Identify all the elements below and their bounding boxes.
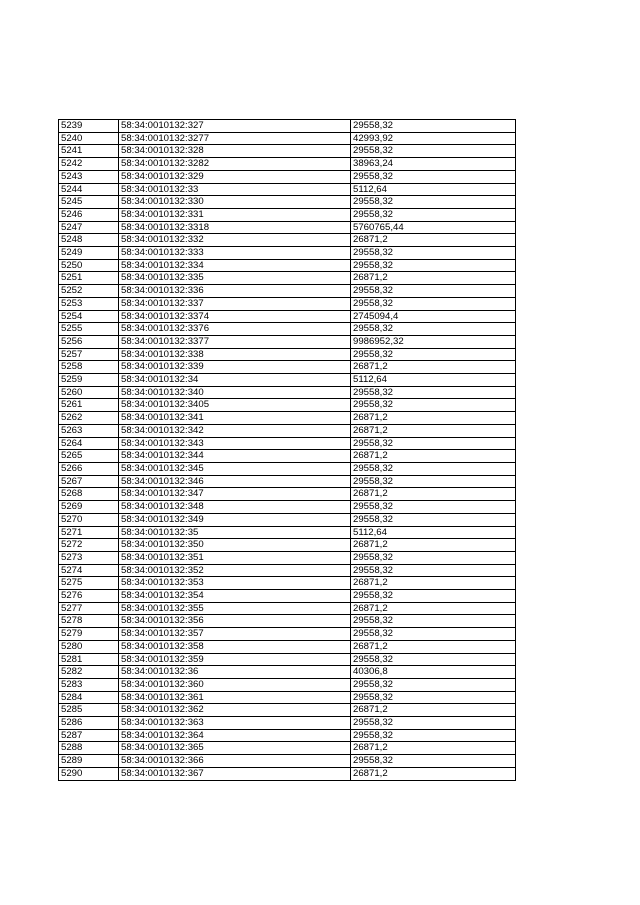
row-number-cell: 5257 bbox=[59, 348, 119, 361]
table-body bbox=[59, 120, 516, 781]
table-row bbox=[59, 196, 516, 209]
row-number-cell: 5244 bbox=[59, 183, 119, 196]
data-table bbox=[58, 119, 516, 781]
table-row bbox=[59, 120, 516, 133]
row-number-cell: 5271 bbox=[59, 526, 119, 539]
value-cell: 26871,2 bbox=[351, 424, 516, 437]
cadastral-number-cell: 58:34:0010132:33 bbox=[119, 183, 351, 196]
row-number-cell: 5258 bbox=[59, 361, 119, 374]
cadastral-number-cell: 58:34:0010132:347 bbox=[119, 488, 351, 501]
row-number-cell: 5241 bbox=[59, 145, 119, 158]
table-row bbox=[59, 361, 516, 374]
row-number-cell: 5289 bbox=[59, 755, 119, 768]
value-cell: 29558,32 bbox=[351, 170, 516, 183]
value-cell: 29558,32 bbox=[351, 462, 516, 475]
cadastral-number-cell: 58:34:0010132:357 bbox=[119, 628, 351, 641]
row-number-cell: 5256 bbox=[59, 335, 119, 348]
row-number-cell: 5287 bbox=[59, 729, 119, 742]
table-row bbox=[59, 717, 516, 730]
cadastral-number-cell: 58:34:0010132:356 bbox=[119, 615, 351, 628]
value-cell: 26871,2 bbox=[351, 602, 516, 615]
cadastral-number-cell: 58:34:0010132:332 bbox=[119, 234, 351, 247]
row-number-cell: 5286 bbox=[59, 717, 119, 730]
value-cell: 29558,32 bbox=[351, 755, 516, 768]
row-number-cell: 5284 bbox=[59, 691, 119, 704]
cadastral-number-cell: 58:34:0010132:364 bbox=[119, 729, 351, 742]
cadastral-number-cell: 58:34:0010132:345 bbox=[119, 462, 351, 475]
row-number-cell: 5261 bbox=[59, 399, 119, 412]
cadastral-number-cell: 58:34:0010132:342 bbox=[119, 424, 351, 437]
cadastral-number-cell: 58:34:0010132:348 bbox=[119, 501, 351, 514]
table-row bbox=[59, 424, 516, 437]
cadastral-number-cell: 58:34:0010132:328 bbox=[119, 145, 351, 158]
value-cell: 5112,64 bbox=[351, 183, 516, 196]
table-row bbox=[59, 462, 516, 475]
row-number-cell: 5273 bbox=[59, 551, 119, 564]
row-number-cell: 5262 bbox=[59, 412, 119, 425]
table-row bbox=[59, 183, 516, 196]
cadastral-number-cell: 58:34:0010132:365 bbox=[119, 742, 351, 755]
table-row bbox=[59, 208, 516, 221]
value-cell: 29558,32 bbox=[351, 297, 516, 310]
row-number-cell: 5290 bbox=[59, 767, 119, 780]
value-cell: 29558,32 bbox=[351, 615, 516, 628]
cadastral-number-cell: 58:34:0010132:341 bbox=[119, 412, 351, 425]
row-number-cell: 5281 bbox=[59, 653, 119, 666]
value-cell: 26871,2 bbox=[351, 767, 516, 780]
value-cell: 26871,2 bbox=[351, 488, 516, 501]
cadastral-number-cell: 58:34:0010132:3405 bbox=[119, 399, 351, 412]
cadastral-number-cell: 58:34:0010132:355 bbox=[119, 602, 351, 615]
row-number-cell: 5263 bbox=[59, 424, 119, 437]
table-row bbox=[59, 259, 516, 272]
cadastral-number-cell: 58:34:0010132:350 bbox=[119, 539, 351, 552]
value-cell: 29558,32 bbox=[351, 691, 516, 704]
cadastral-number-cell: 58:34:0010132:330 bbox=[119, 196, 351, 209]
value-cell: 26871,2 bbox=[351, 742, 516, 755]
row-number-cell: 5282 bbox=[59, 666, 119, 679]
cadastral-number-cell: 58:34:0010132:331 bbox=[119, 208, 351, 221]
table-row bbox=[59, 640, 516, 653]
cadastral-number-cell: 58:34:0010132:336 bbox=[119, 285, 351, 298]
value-cell: 29558,32 bbox=[351, 628, 516, 641]
table-row bbox=[59, 335, 516, 348]
value-cell: 40306,8 bbox=[351, 666, 516, 679]
row-number-cell: 5288 bbox=[59, 742, 119, 755]
table-row bbox=[59, 272, 516, 285]
table-row bbox=[59, 386, 516, 399]
cadastral-number-cell: 58:34:0010132:3376 bbox=[119, 323, 351, 336]
value-cell: 29558,32 bbox=[351, 590, 516, 603]
value-cell: 29558,32 bbox=[351, 386, 516, 399]
row-number-cell: 5274 bbox=[59, 564, 119, 577]
value-cell: 26871,2 bbox=[351, 234, 516, 247]
cadastral-number-cell: 58:34:0010132:359 bbox=[119, 653, 351, 666]
cadastral-number-cell: 58:34:0010132:343 bbox=[119, 437, 351, 450]
row-number-cell: 5276 bbox=[59, 590, 119, 603]
value-cell: 2745094,4 bbox=[351, 310, 516, 323]
row-number-cell: 5266 bbox=[59, 462, 119, 475]
table-row bbox=[59, 577, 516, 590]
table-row bbox=[59, 399, 516, 412]
table-row bbox=[59, 501, 516, 514]
table-row bbox=[59, 742, 516, 755]
value-cell: 5112,64 bbox=[351, 526, 516, 539]
cadastral-number-cell: 58:34:0010132:339 bbox=[119, 361, 351, 374]
value-cell: 29558,32 bbox=[351, 196, 516, 209]
cadastral-number-cell: 58:34:0010132:3374 bbox=[119, 310, 351, 323]
cadastral-number-cell: 58:34:0010132:340 bbox=[119, 386, 351, 399]
cadastral-number-cell: 58:34:0010132:327 bbox=[119, 120, 351, 133]
cadastral-number-cell: 58:34:0010132:352 bbox=[119, 564, 351, 577]
cadastral-number-cell: 58:34:0010132:35 bbox=[119, 526, 351, 539]
row-number-cell: 5254 bbox=[59, 310, 119, 323]
value-cell: 5760765,44 bbox=[351, 221, 516, 234]
table-row bbox=[59, 158, 516, 171]
row-number-cell: 5253 bbox=[59, 297, 119, 310]
row-number-cell: 5268 bbox=[59, 488, 119, 501]
table-row bbox=[59, 488, 516, 501]
cadastral-number-cell: 58:34:0010132:344 bbox=[119, 450, 351, 463]
value-cell: 26871,2 bbox=[351, 450, 516, 463]
row-number-cell: 5248 bbox=[59, 234, 119, 247]
cadastral-number-cell: 58:34:0010132:358 bbox=[119, 640, 351, 653]
table-row bbox=[59, 132, 516, 145]
value-cell: 26871,2 bbox=[351, 539, 516, 552]
table-row bbox=[59, 437, 516, 450]
table-row bbox=[59, 310, 516, 323]
value-cell: 26871,2 bbox=[351, 704, 516, 717]
table-row bbox=[59, 348, 516, 361]
cadastral-number-cell: 58:34:0010132:3377 bbox=[119, 335, 351, 348]
table-row bbox=[59, 564, 516, 577]
cadastral-number-cell: 58:34:0010132:34 bbox=[119, 374, 351, 387]
cadastral-number-cell: 58:34:0010132:367 bbox=[119, 767, 351, 780]
table-row bbox=[59, 615, 516, 628]
value-cell: 29558,32 bbox=[351, 145, 516, 158]
table-row bbox=[59, 539, 516, 552]
table-row bbox=[59, 412, 516, 425]
cadastral-number-cell: 58:34:0010132:337 bbox=[119, 297, 351, 310]
table-row bbox=[59, 234, 516, 247]
table-row bbox=[59, 450, 516, 463]
table-row bbox=[59, 526, 516, 539]
table-row bbox=[59, 247, 516, 260]
cadastral-number-cell: 58:34:0010132:3277 bbox=[119, 132, 351, 145]
cadastral-number-cell: 58:34:0010132:3318 bbox=[119, 221, 351, 234]
cadastral-number-cell: 58:34:0010132:353 bbox=[119, 577, 351, 590]
row-number-cell: 5246 bbox=[59, 208, 119, 221]
table-row bbox=[59, 628, 516, 641]
row-number-cell: 5267 bbox=[59, 475, 119, 488]
value-cell: 29558,32 bbox=[351, 437, 516, 450]
cadastral-number-cell: 58:34:0010132:354 bbox=[119, 590, 351, 603]
table-row bbox=[59, 666, 516, 679]
row-number-cell: 5247 bbox=[59, 221, 119, 234]
row-number-cell: 5265 bbox=[59, 450, 119, 463]
table-row bbox=[59, 513, 516, 526]
row-number-cell: 5249 bbox=[59, 247, 119, 260]
row-number-cell: 5275 bbox=[59, 577, 119, 590]
row-number-cell: 5242 bbox=[59, 158, 119, 171]
table-row bbox=[59, 221, 516, 234]
value-cell: 42993,92 bbox=[351, 132, 516, 145]
row-number-cell: 5272 bbox=[59, 539, 119, 552]
table-row bbox=[59, 590, 516, 603]
cadastral-number-cell: 58:34:0010132:363 bbox=[119, 717, 351, 730]
table-row bbox=[59, 297, 516, 310]
table-row bbox=[59, 755, 516, 768]
row-number-cell: 5285 bbox=[59, 704, 119, 717]
row-number-cell: 5260 bbox=[59, 386, 119, 399]
value-cell: 26871,2 bbox=[351, 272, 516, 285]
row-number-cell: 5255 bbox=[59, 323, 119, 336]
cadastral-number-cell: 58:34:0010132:366 bbox=[119, 755, 351, 768]
row-number-cell: 5240 bbox=[59, 132, 119, 145]
row-number-cell: 5243 bbox=[59, 170, 119, 183]
value-cell: 26871,2 bbox=[351, 640, 516, 653]
value-cell: 29558,32 bbox=[351, 729, 516, 742]
row-number-cell: 5245 bbox=[59, 196, 119, 209]
table-row bbox=[59, 767, 516, 780]
table-row bbox=[59, 475, 516, 488]
row-number-cell: 5252 bbox=[59, 285, 119, 298]
value-cell: 38963,24 bbox=[351, 158, 516, 171]
cadastral-number-cell: 58:34:0010132:360 bbox=[119, 678, 351, 691]
table-row bbox=[59, 678, 516, 691]
table-row bbox=[59, 691, 516, 704]
value-cell: 29558,32 bbox=[351, 399, 516, 412]
value-cell: 29558,32 bbox=[351, 323, 516, 336]
value-cell: 29558,32 bbox=[351, 564, 516, 577]
row-number-cell: 5279 bbox=[59, 628, 119, 641]
value-cell: 9986952,32 bbox=[351, 335, 516, 348]
table-row bbox=[59, 551, 516, 564]
row-number-cell: 5270 bbox=[59, 513, 119, 526]
value-cell: 26871,2 bbox=[351, 577, 516, 590]
value-cell: 29558,32 bbox=[351, 653, 516, 666]
value-cell: 29558,32 bbox=[351, 717, 516, 730]
value-cell: 26871,2 bbox=[351, 412, 516, 425]
value-cell: 29558,32 bbox=[351, 475, 516, 488]
table-row bbox=[59, 323, 516, 336]
cadastral-number-cell: 58:34:0010132:362 bbox=[119, 704, 351, 717]
table-row bbox=[59, 285, 516, 298]
table-row bbox=[59, 653, 516, 666]
value-cell: 29558,32 bbox=[351, 501, 516, 514]
value-cell: 29558,32 bbox=[351, 247, 516, 260]
value-cell: 29558,32 bbox=[351, 285, 516, 298]
value-cell: 29558,32 bbox=[351, 513, 516, 526]
cadastral-number-cell: 58:34:0010132:36 bbox=[119, 666, 351, 679]
table-row bbox=[59, 170, 516, 183]
row-number-cell: 5269 bbox=[59, 501, 119, 514]
cadastral-number-cell: 58:34:0010132:349 bbox=[119, 513, 351, 526]
row-number-cell: 5259 bbox=[59, 374, 119, 387]
value-cell: 29558,32 bbox=[351, 208, 516, 221]
table-row bbox=[59, 704, 516, 717]
cadastral-number-cell: 58:34:0010132:3282 bbox=[119, 158, 351, 171]
value-cell: 29558,32 bbox=[351, 678, 516, 691]
cadastral-number-cell: 58:34:0010132:333 bbox=[119, 247, 351, 260]
row-number-cell: 5283 bbox=[59, 678, 119, 691]
row-number-cell: 5278 bbox=[59, 615, 119, 628]
table-row bbox=[59, 602, 516, 615]
value-cell: 26871,2 bbox=[351, 361, 516, 374]
table-row bbox=[59, 374, 516, 387]
cadastral-number-cell: 58:34:0010132:361 bbox=[119, 691, 351, 704]
value-cell: 29558,32 bbox=[351, 551, 516, 564]
table-row bbox=[59, 145, 516, 158]
row-number-cell: 5250 bbox=[59, 259, 119, 272]
row-number-cell: 5264 bbox=[59, 437, 119, 450]
cadastral-number-cell: 58:34:0010132:329 bbox=[119, 170, 351, 183]
value-cell: 29558,32 bbox=[351, 348, 516, 361]
value-cell: 29558,32 bbox=[351, 259, 516, 272]
row-number-cell: 5280 bbox=[59, 640, 119, 653]
row-number-cell: 5239 bbox=[59, 120, 119, 133]
value-cell: 5112,64 bbox=[351, 374, 516, 387]
value-cell: 29558,32 bbox=[351, 120, 516, 133]
cadastral-number-cell: 58:34:0010132:351 bbox=[119, 551, 351, 564]
table-row bbox=[59, 729, 516, 742]
cadastral-number-cell: 58:34:0010132:335 bbox=[119, 272, 351, 285]
row-number-cell: 5251 bbox=[59, 272, 119, 285]
cadastral-number-cell: 58:34:0010132:346 bbox=[119, 475, 351, 488]
row-number-cell: 5277 bbox=[59, 602, 119, 615]
cadastral-number-cell: 58:34:0010132:334 bbox=[119, 259, 351, 272]
cadastral-number-cell: 58:34:0010132:338 bbox=[119, 348, 351, 361]
